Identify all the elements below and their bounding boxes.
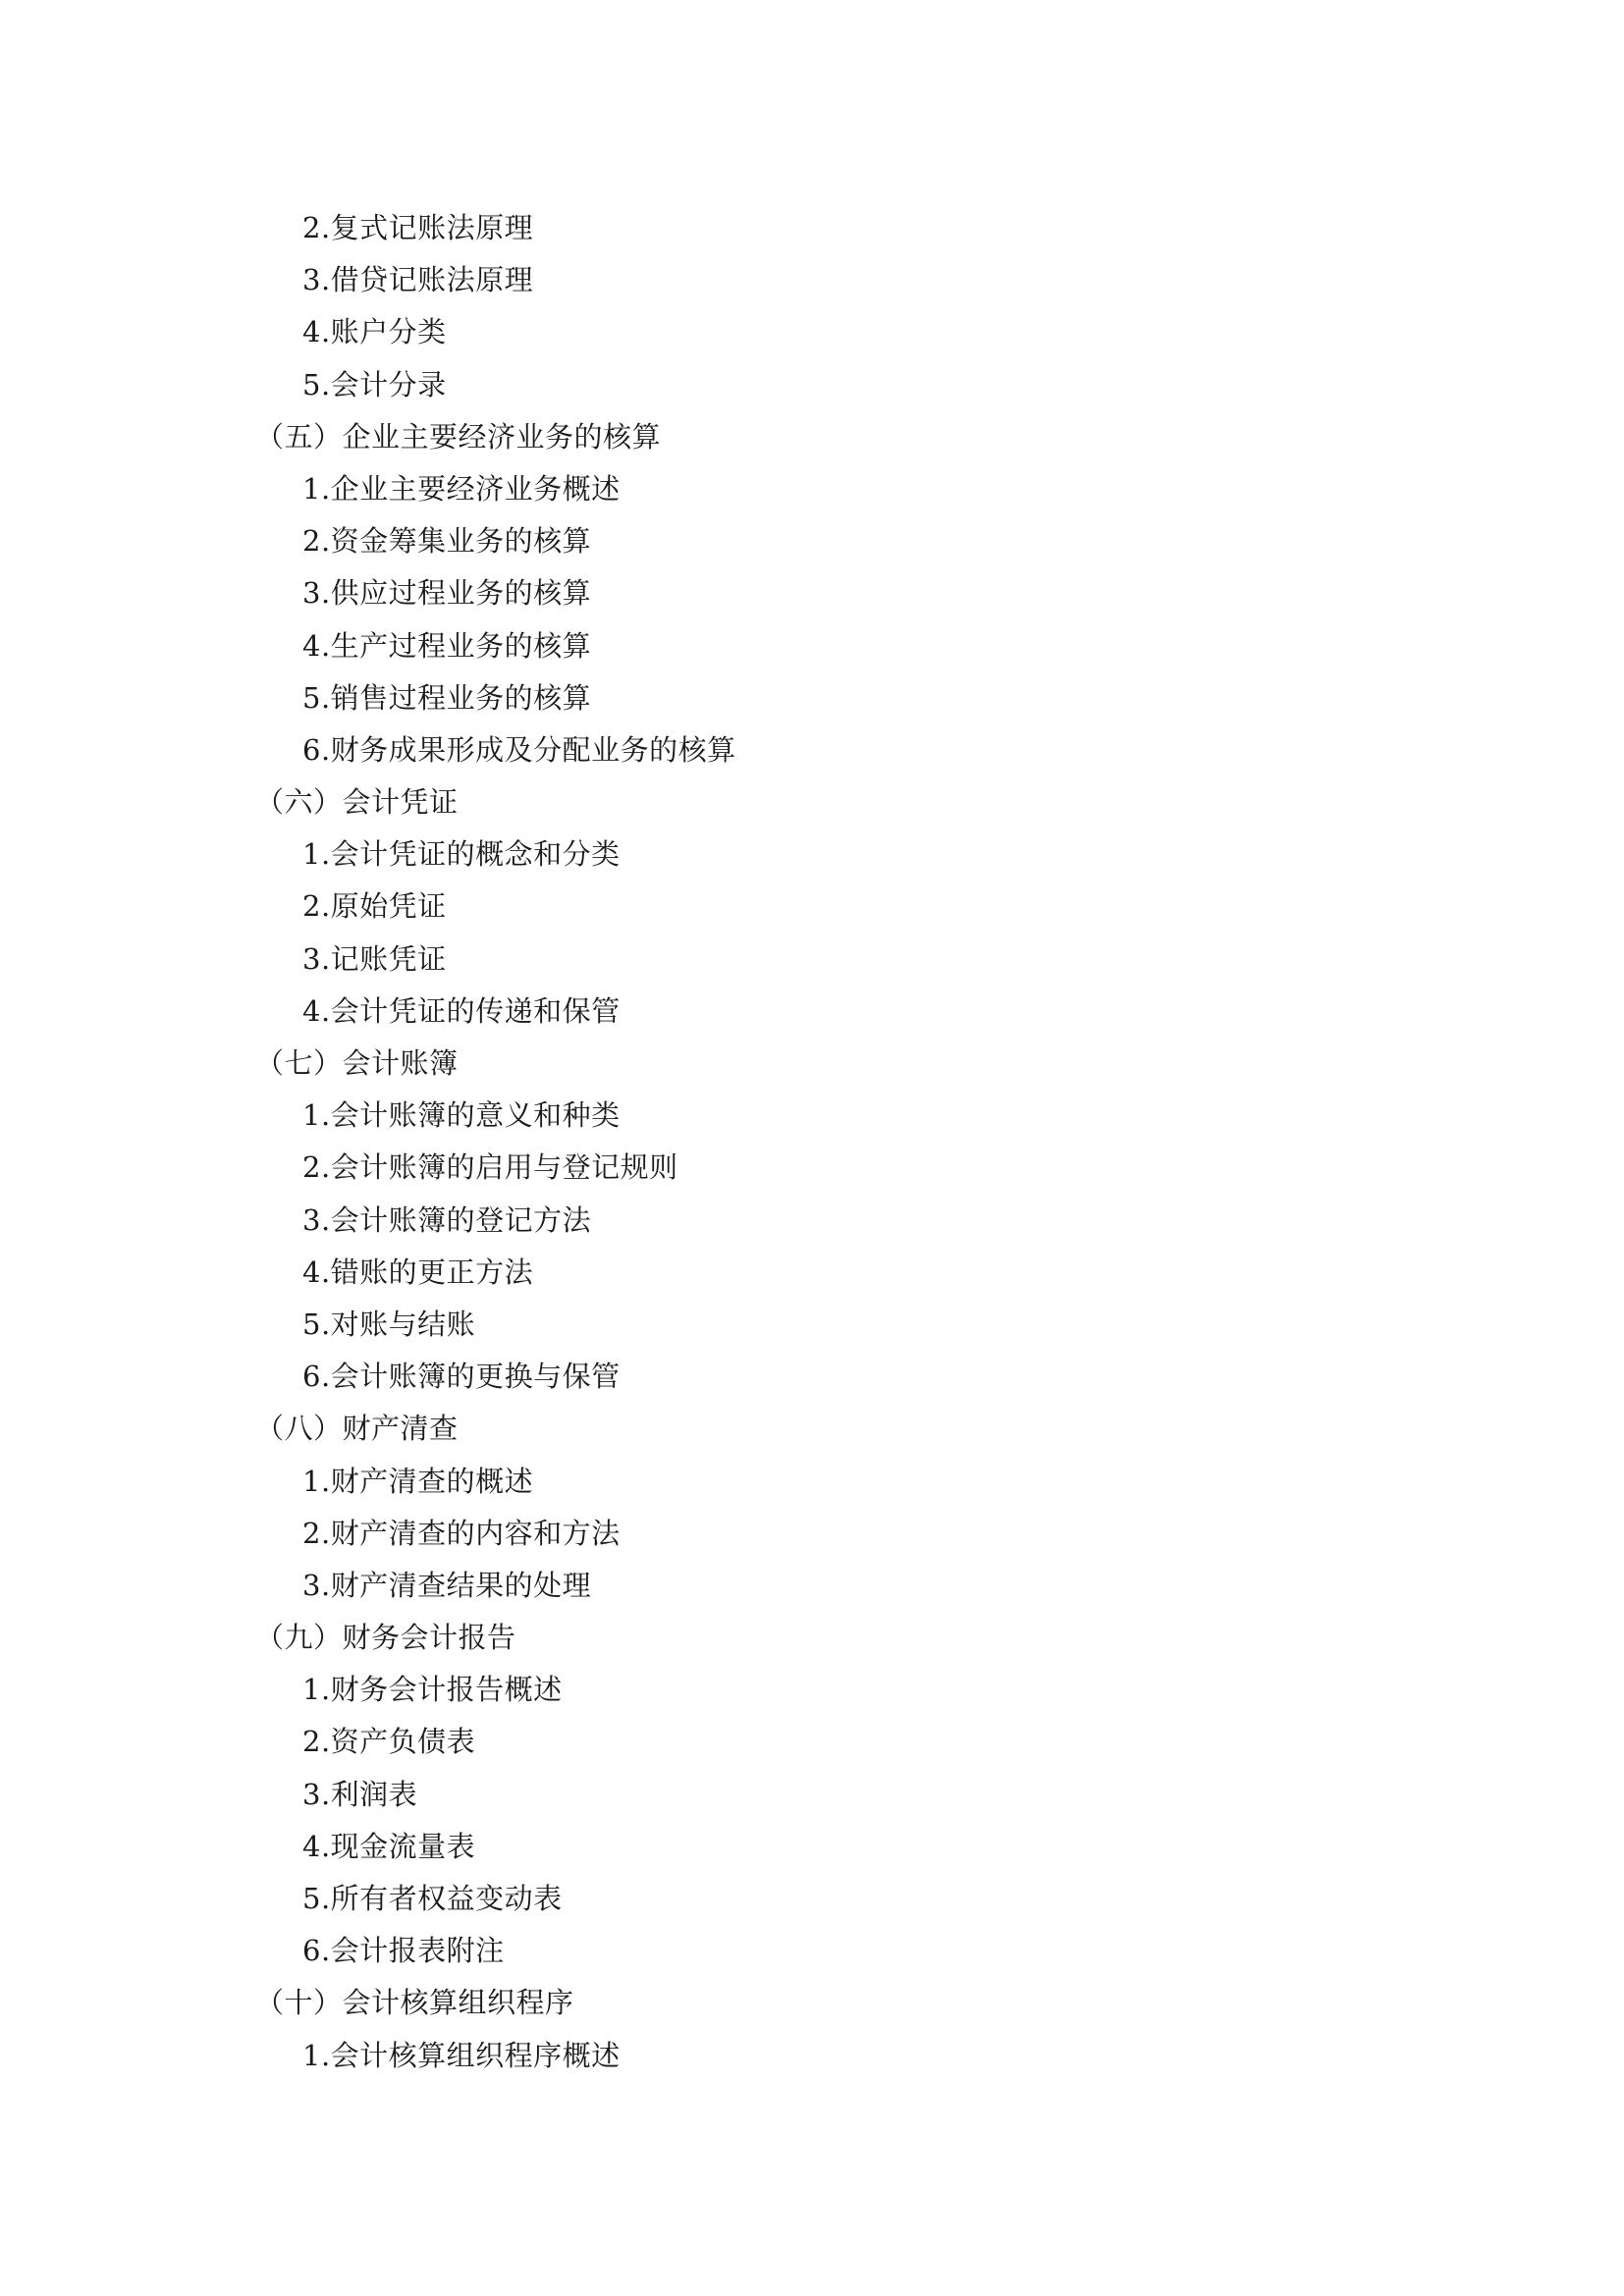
outline-item: 1.会计账簿的意义和种类 [302, 1098, 621, 1133]
outline-item: 4.会计凭证的传递和保管 [302, 993, 621, 1028]
outline-item: 2.财产清查的内容和方法 [302, 1516, 621, 1550]
outline-item: 3.利润表 [302, 1777, 418, 1811]
outline-item: 3.借贷记账法原理 [302, 263, 534, 297]
syllabus-outline [0, 202, 1624, 2082]
outline-item: 6.财务成果形成及分配业务的核算 [302, 732, 736, 767]
outline-item: 1.会计核算组织程序概述 [302, 2038, 621, 2072]
section-heading: （九）财务会计报告 [255, 1621, 516, 1655]
outline-item: 4.账户分类 [302, 315, 447, 349]
section-heading: （十）会计核算组织程序 [255, 1986, 574, 2020]
outline-item: 2.会计账簿的启用与登记规则 [302, 1150, 678, 1185]
outline-item: 3.记账凭证 [302, 941, 447, 976]
outline-item: 2.复式记账法原理 [302, 211, 534, 244]
outline-item: 3.供应过程业务的核算 [302, 576, 592, 611]
outline-item: 1.财务会计报告概述 [302, 1673, 563, 1707]
outline-item: 3.财产清查结果的处理 [302, 1568, 592, 1602]
outline-item: 6.会计报表附注 [302, 1934, 505, 1968]
section-heading: （五）企业主要经济业务的核算 [255, 419, 662, 454]
outline-item: 1.财产清查的概述 [302, 1464, 534, 1498]
section-heading: （七）会计账簿 [255, 1046, 459, 1080]
section-heading: （八）财产清查 [255, 1412, 459, 1446]
outline-item: 4.现金流量表 [302, 1829, 476, 1863]
outline-item: 2.原始凭证 [302, 889, 447, 924]
outline-item: 2.资金筹集业务的核算 [302, 524, 592, 559]
outline-item: 2.资产负债表 [302, 1725, 476, 1759]
outline-item: 5.销售过程业务的核算 [302, 680, 592, 715]
outline-item: 6.会计账簿的更换与保管 [302, 1360, 621, 1394]
outline-item: 4.错账的更正方法 [302, 1255, 534, 1289]
outline-item: 5.所有者权益变动表 [302, 1882, 563, 1915]
outline-item: 5.对账与结账 [302, 1307, 476, 1341]
outline-item: 1.企业主要经济业务概述 [302, 471, 621, 506]
outline-item: 4.生产过程业务的核算 [302, 628, 592, 663]
outline-item: 5.会计分录 [302, 367, 447, 401]
outline-item: 1.会计凭证的概念和分类 [302, 837, 621, 872]
section-heading: （六）会计凭证 [255, 785, 459, 820]
outline-item: 3.会计账簿的登记方法 [302, 1202, 592, 1237]
